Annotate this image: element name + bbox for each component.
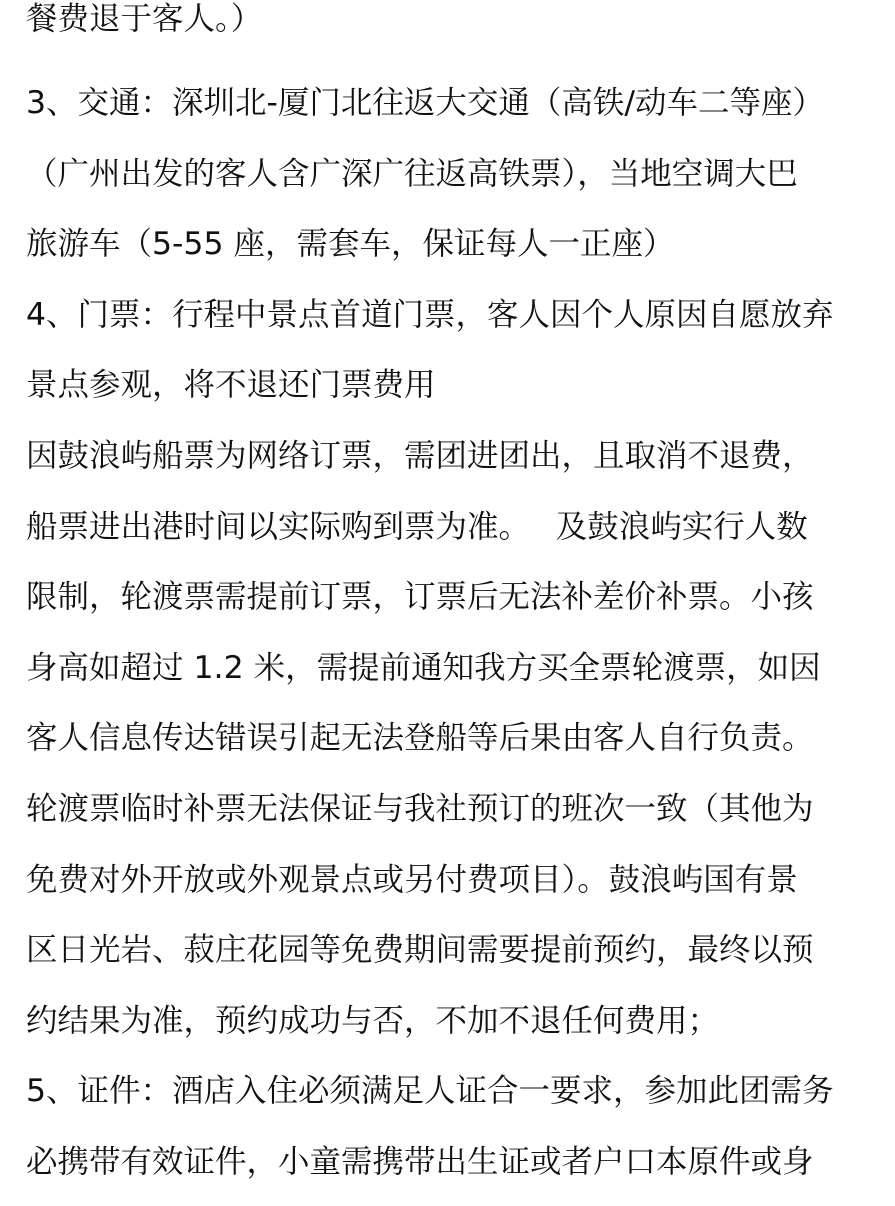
- text-line: 3、交通：深圳北-厦门北往返大交通（高铁/动车二等座）: [26, 85, 825, 121]
- text-line: 船票进出港时间以实际购到票为准。 及鼓浪屿实行人数: [26, 508, 808, 545]
- text-line: 景点参观，将不退还门票费用: [26, 367, 436, 404]
- text-line: 身高如超过 1.2 米，需提前通知我方买全票轮渡票，如因: [26, 649, 821, 686]
- text-line: 限制，轮渡票需提前订票，订票后无法补差价补票。小孩: [26, 579, 814, 616]
- document-body: [26, 0, 888, 1198]
- text-line: 约结果为准，预约成功与否，不加不退任何费用；: [26, 1002, 720, 1039]
- text-line: 轮渡票临时补票无法保证与我社预订的班次一致（其他为: [26, 790, 814, 827]
- text-line: 客人信息传达错误引起无法登船等后果由客人自行负责。: [26, 720, 814, 757]
- text-line: 免费对外开放或外观景点或另付费项目）。鼓浪屿国有景: [26, 861, 798, 898]
- text-line: 餐费退于客人。）: [26, 1, 263, 37]
- text-line: 旅游车（5-55 座，需套车，保证每人一正座）: [26, 226, 675, 263]
- text-line: 5、证件：酒店入住必须满足人证合一要求，参加此团需务: [26, 1073, 834, 1110]
- text-line: 4、门票：行程中景点首道门票，客人因个人原因自愿放弃: [26, 296, 834, 333]
- text-line: 因鼓浪屿船票为网络订票，需团进团出，且取消不退费，: [26, 437, 814, 474]
- text-line: 区日光岩、菽庄花园等免费期间需要提前预约，最终以预: [26, 932, 814, 969]
- text-line: 必携带有效证件，小童需携带出生证或者户口本原件或身: [26, 1143, 814, 1180]
- text-line: （广州出发的客人含广深广往返高铁票），当地空调大巴: [26, 155, 798, 192]
